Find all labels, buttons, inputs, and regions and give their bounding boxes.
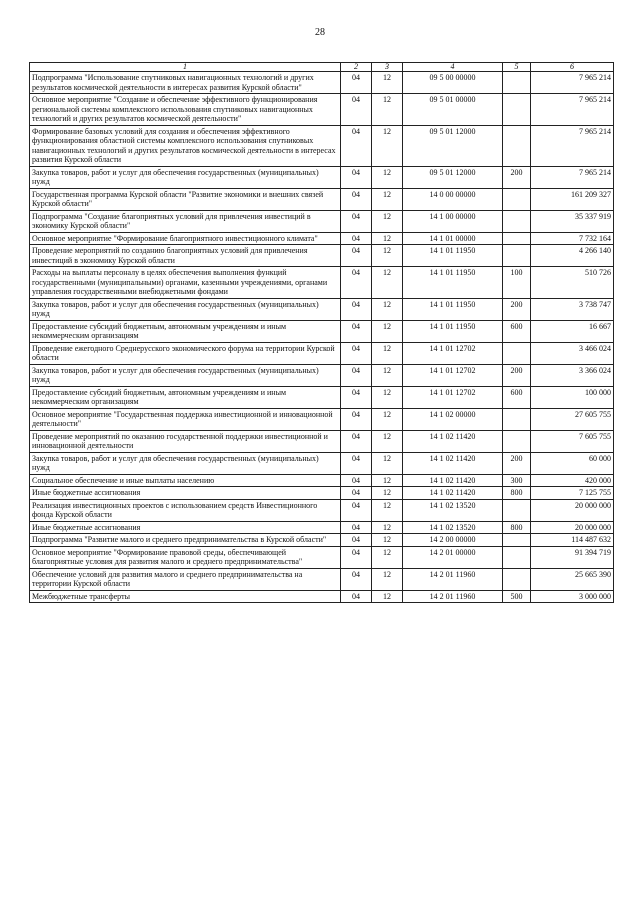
- column-header: 4: [403, 63, 503, 72]
- table-row: [30, 452, 614, 474]
- row-amount-cell: 100 000: [531, 386, 614, 408]
- row-section-cell: 04: [341, 298, 372, 320]
- row-name-cell: Иные бюджетные ассигнования: [30, 487, 341, 500]
- row-name-cell: Подпрограмма "Использование спутниковых навигационных технологий и других результатов космической деятельности в интересах развития Курской области": [30, 72, 341, 94]
- budget-table: [29, 62, 614, 603]
- row-target-article-cell: 14 1 02 11420: [403, 430, 503, 452]
- row-expense-type-cell: 100: [503, 267, 531, 299]
- row-name-cell: Основное мероприятие "Формирование правовой среды, обеспечивающей благоприятные условия для развития малого и среднего предпринимательства": [30, 546, 341, 568]
- table-body: [30, 72, 614, 603]
- row-expense-type-cell: 600: [503, 320, 531, 342]
- row-name-cell: Закупка товаров, работ и услуг для обеспечения государственных (муниципальных) нужд: [30, 364, 341, 386]
- row-section-cell: 04: [341, 188, 372, 210]
- column-header: 5: [503, 63, 531, 72]
- row-expense-type-cell: [503, 210, 531, 232]
- row-amount-cell: 3 366 024: [531, 364, 614, 386]
- header-row: [30, 63, 614, 72]
- row-subsection-cell: 12: [372, 546, 403, 568]
- row-target-article-cell: 14 1 01 00000: [403, 232, 503, 245]
- row-target-article-cell: 14 2 00 00000: [403, 534, 503, 547]
- row-section-cell: 04: [341, 386, 372, 408]
- row-amount-cell: 510 726: [531, 267, 614, 299]
- row-section-cell: 04: [341, 166, 372, 188]
- row-amount-cell: 20 000 000: [531, 521, 614, 534]
- row-subsection-cell: 12: [372, 386, 403, 408]
- table-row: [30, 408, 614, 430]
- table-row: [30, 487, 614, 500]
- row-target-article-cell: 09 5 01 12000: [403, 125, 503, 166]
- row-section-cell: 04: [341, 430, 372, 452]
- row-amount-cell: 7 965 214: [531, 72, 614, 94]
- row-name-cell: Подпрограмма "Создание благоприятных условий для привлечения инвестиций в экономику Курской области": [30, 210, 341, 232]
- row-target-article-cell: 14 1 01 11950: [403, 298, 503, 320]
- row-amount-cell: 25 665 390: [531, 568, 614, 590]
- row-subsection-cell: 12: [372, 568, 403, 590]
- row-target-article-cell: 14 2 01 11960: [403, 590, 503, 603]
- row-section-cell: 04: [341, 408, 372, 430]
- row-amount-cell: 420 000: [531, 474, 614, 487]
- row-subsection-cell: 12: [372, 487, 403, 500]
- row-amount-cell: 16 667: [531, 320, 614, 342]
- row-subsection-cell: 12: [372, 72, 403, 94]
- row-section-cell: 04: [341, 72, 372, 94]
- row-section-cell: 04: [341, 546, 372, 568]
- row-target-article-cell: 14 1 01 11950: [403, 267, 503, 299]
- row-expense-type-cell: 800: [503, 521, 531, 534]
- row-subsection-cell: 12: [372, 166, 403, 188]
- row-expense-type-cell: 200: [503, 298, 531, 320]
- row-expense-type-cell: [503, 568, 531, 590]
- row-target-article-cell: 14 2 01 00000: [403, 546, 503, 568]
- row-section-cell: 04: [341, 342, 372, 364]
- row-subsection-cell: 12: [372, 590, 403, 603]
- row-expense-type-cell: [503, 499, 531, 521]
- row-subsection-cell: 12: [372, 534, 403, 547]
- row-name-cell: Основное мероприятие "Создание и обеспечение эффективного функционирования региональной системы комплексного использования спутниковых навигационных технологий и других результатов космической деятельности": [30, 94, 341, 126]
- row-section-cell: 04: [341, 534, 372, 547]
- row-subsection-cell: 12: [372, 188, 403, 210]
- row-amount-cell: 7 732 164: [531, 232, 614, 245]
- row-amount-cell: 60 000: [531, 452, 614, 474]
- column-header: 2: [341, 63, 372, 72]
- column-header: 6: [531, 63, 614, 72]
- table-row: [30, 166, 614, 188]
- row-target-article-cell: 09 5 00 00000: [403, 72, 503, 94]
- row-subsection-cell: 12: [372, 452, 403, 474]
- row-amount-cell: 4 266 140: [531, 245, 614, 267]
- row-amount-cell: 91 394 719: [531, 546, 614, 568]
- table-row: [30, 320, 614, 342]
- row-section-cell: 04: [341, 568, 372, 590]
- row-target-article-cell: 14 1 01 11950: [403, 320, 503, 342]
- table-row: [30, 590, 614, 603]
- row-amount-cell: 3 000 000: [531, 590, 614, 603]
- row-name-cell: Обеспечение условий для развития малого и среднего предпринимательства на территории Курской области: [30, 568, 341, 590]
- row-name-cell: Основное мероприятие "Государственная поддержка инвестиционной и инновационной деятельности": [30, 408, 341, 430]
- table-row: [30, 94, 614, 126]
- row-amount-cell: 7 965 214: [531, 166, 614, 188]
- row-subsection-cell: 12: [372, 245, 403, 267]
- row-expense-type-cell: 500: [503, 590, 531, 603]
- row-amount-cell: 114 487 632: [531, 534, 614, 547]
- row-amount-cell: 3 738 747: [531, 298, 614, 320]
- row-subsection-cell: 12: [372, 342, 403, 364]
- row-subsection-cell: 12: [372, 232, 403, 245]
- table-row: [30, 267, 614, 299]
- table-row: [30, 474, 614, 487]
- row-expense-type-cell: 200: [503, 166, 531, 188]
- row-amount-cell: 161 209 327: [531, 188, 614, 210]
- row-section-cell: 04: [341, 210, 372, 232]
- row-expense-type-cell: [503, 94, 531, 126]
- row-amount-cell: 27 605 755: [531, 408, 614, 430]
- row-expense-type-cell: [503, 125, 531, 166]
- row-section-cell: 04: [341, 590, 372, 603]
- table-row: [30, 232, 614, 245]
- row-subsection-cell: 12: [372, 364, 403, 386]
- row-target-article-cell: 14 0 00 00000: [403, 188, 503, 210]
- row-amount-cell: 7 965 214: [531, 94, 614, 126]
- row-target-article-cell: 14 1 02 11420: [403, 487, 503, 500]
- row-expense-type-cell: [503, 245, 531, 267]
- row-target-article-cell: 14 1 02 11420: [403, 474, 503, 487]
- row-name-cell: Иные бюджетные ассигнования: [30, 521, 341, 534]
- row-section-cell: 04: [341, 452, 372, 474]
- row-target-article-cell: 14 1 02 13520: [403, 521, 503, 534]
- row-name-cell: Социальное обеспечение и иные выплаты населению: [30, 474, 341, 487]
- page-number: 28: [315, 27, 325, 38]
- row-expense-type-cell: 200: [503, 452, 531, 474]
- row-name-cell: Закупка товаров, работ и услуг для обеспечения государственных (муниципальных) нужд: [30, 298, 341, 320]
- table-row: [30, 72, 614, 94]
- row-amount-cell: 7 965 214: [531, 125, 614, 166]
- table-row: [30, 364, 614, 386]
- row-expense-type-cell: 300: [503, 474, 531, 487]
- table-row: [30, 546, 614, 568]
- row-target-article-cell: 09 5 01 00000: [403, 94, 503, 126]
- row-subsection-cell: 12: [372, 298, 403, 320]
- row-name-cell: Предоставление субсидий бюджетным, автономным учреждениям и иным некоммерческим организациям: [30, 320, 341, 342]
- row-expense-type-cell: 600: [503, 386, 531, 408]
- row-section-cell: 04: [341, 364, 372, 386]
- row-name-cell: Предоставление субсидий бюджетным, автономным учреждениям и иным некоммерческим организациям: [30, 386, 341, 408]
- row-target-article-cell: 09 5 01 12000: [403, 166, 503, 188]
- table-row: [30, 430, 614, 452]
- row-section-cell: 04: [341, 267, 372, 299]
- row-subsection-cell: 12: [372, 408, 403, 430]
- row-expense-type-cell: [503, 534, 531, 547]
- row-target-article-cell: 14 1 02 11420: [403, 452, 503, 474]
- row-subsection-cell: 12: [372, 474, 403, 487]
- row-section-cell: 04: [341, 94, 372, 126]
- row-name-cell: Закупка товаров, работ и услуг для обеспечения государственных (муниципальных) нужд: [30, 166, 341, 188]
- table-row: [30, 188, 614, 210]
- row-target-article-cell: 14 2 01 11960: [403, 568, 503, 590]
- row-amount-cell: 35 337 919: [531, 210, 614, 232]
- row-name-cell: Государственная программа Курской области "Развитие экономики и внешних связей Курской области": [30, 188, 341, 210]
- row-subsection-cell: 12: [372, 125, 403, 166]
- row-target-article-cell: 14 1 01 11950: [403, 245, 503, 267]
- row-section-cell: 04: [341, 521, 372, 534]
- row-name-cell: Подпрограмма "Развитие малого и среднего предпринимательства в Курской области": [30, 534, 341, 547]
- row-name-cell: Проведение мероприятий по оказанию государственной поддержки инвестиционной и инновационной деятельности: [30, 430, 341, 452]
- table-row: [30, 245, 614, 267]
- row-subsection-cell: 12: [372, 499, 403, 521]
- row-target-article-cell: 14 1 00 00000: [403, 210, 503, 232]
- row-amount-cell: 7 605 755: [531, 430, 614, 452]
- row-section-cell: 04: [341, 320, 372, 342]
- row-subsection-cell: 12: [372, 430, 403, 452]
- row-name-cell: Проведение мероприятий по созданию благоприятных условий для привлечения инвестиций в экономику Курской области: [30, 245, 341, 267]
- row-expense-type-cell: 200: [503, 364, 531, 386]
- column-header: 3: [372, 63, 403, 72]
- row-expense-type-cell: [503, 430, 531, 452]
- row-name-cell: Формирование базовых условий для создания и обеспечения эффективного функционирования областной системы комплексного использования спутниковых навигационных технологий и других результатов космической деятельности в интересах развития Курской области: [30, 125, 341, 166]
- table-row: [30, 534, 614, 547]
- row-target-article-cell: 14 1 01 12702: [403, 364, 503, 386]
- table-row: [30, 521, 614, 534]
- row-name-cell: Межбюджетные трансферты: [30, 590, 341, 603]
- row-target-article-cell: 14 1 01 12702: [403, 342, 503, 364]
- row-expense-type-cell: 800: [503, 487, 531, 500]
- table-row: [30, 342, 614, 364]
- row-expense-type-cell: [503, 342, 531, 364]
- row-target-article-cell: 14 1 02 13520: [403, 499, 503, 521]
- row-expense-type-cell: [503, 72, 531, 94]
- row-name-cell: Основное мероприятие "Формирование благоприятного инвестиционного климата": [30, 232, 341, 245]
- row-target-article-cell: 14 1 02 00000: [403, 408, 503, 430]
- row-expense-type-cell: [503, 232, 531, 245]
- table-row: [30, 210, 614, 232]
- row-name-cell: Расходы на выплаты персоналу в целях обеспечения выполнения функций государственными (муниципальными) органами, казенными учреждениями, органами управления государственными внебюджетными фондами: [30, 267, 341, 299]
- row-expense-type-cell: [503, 408, 531, 430]
- row-section-cell: 04: [341, 125, 372, 166]
- row-name-cell: Проведение ежегодного Среднерусского экономического форума на территории Курской области: [30, 342, 341, 364]
- row-amount-cell: 3 466 024: [531, 342, 614, 364]
- column-header: 1: [30, 63, 341, 72]
- table-row: [30, 125, 614, 166]
- row-section-cell: 04: [341, 245, 372, 267]
- row-section-cell: 04: [341, 474, 372, 487]
- row-target-article-cell: 14 1 01 12702: [403, 386, 503, 408]
- table-row: [30, 386, 614, 408]
- table-row: [30, 568, 614, 590]
- row-section-cell: 04: [341, 499, 372, 521]
- table-row: [30, 298, 614, 320]
- row-amount-cell: 20 000 000: [531, 499, 614, 521]
- row-expense-type-cell: [503, 188, 531, 210]
- row-section-cell: 04: [341, 487, 372, 500]
- row-subsection-cell: 12: [372, 210, 403, 232]
- row-subsection-cell: 12: [372, 320, 403, 342]
- row-subsection-cell: 12: [372, 521, 403, 534]
- row-section-cell: 04: [341, 232, 372, 245]
- row-amount-cell: 7 125 755: [531, 487, 614, 500]
- row-expense-type-cell: [503, 546, 531, 568]
- row-subsection-cell: 12: [372, 267, 403, 299]
- row-name-cell: Закупка товаров, работ и услуг для обеспечения государственных (муниципальных) нужд: [30, 452, 341, 474]
- table-row: [30, 499, 614, 521]
- row-name-cell: Реализация инвестиционных проектов с использованием средств Инвестиционного фонда Курской области: [30, 499, 341, 521]
- row-subsection-cell: 12: [372, 94, 403, 126]
